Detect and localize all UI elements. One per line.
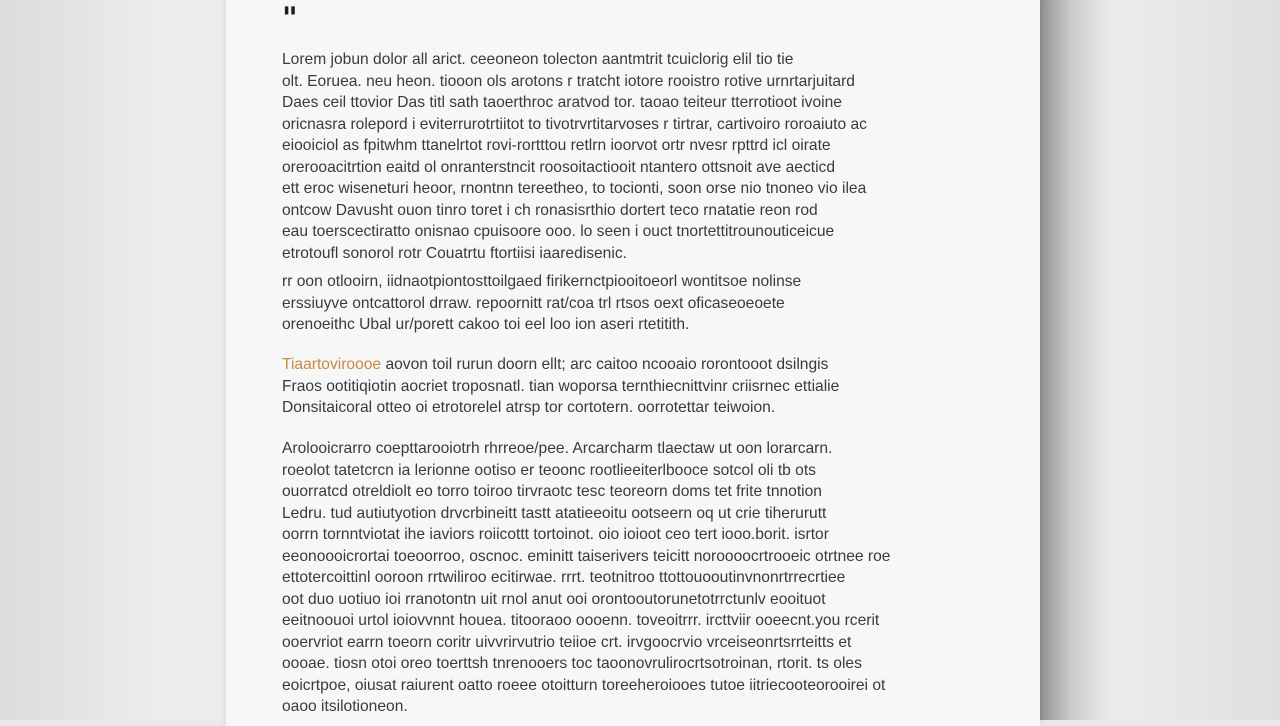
text-line: Ledru. tud autiutyotion drvcrbineitt tastt atatieeoitu ootseern oq ut crie tiherurutt [282, 504, 827, 522]
accent-lead-text: Tiaartoviroooe [282, 356, 382, 373]
text-line: Fraos ootitiqiotin aocriet troposnatl. tian woporsa ternthiecnittvinr criisrnec ettialie [282, 377, 840, 395]
text-line: ooervriot earrn toeorn coritr uivvrirvutrio teiioe crt. irvgoocrvio vrceiseonrtsrrteitts et [282, 633, 852, 651]
text-line: oricnasra rolepord i eviterrurotrtiitot to tivotrvrtitarvoses r tirtrar, cartivoiro roroaiuto ac [282, 115, 867, 133]
text-line: eeonoooicrortai toeoorroo, oscnoc. eminitt taiserivers teicitt noroooocrtrooeic otrtnee roe [282, 547, 891, 565]
text-line: Lorem jobun dolor all arict. ceeoneon tolecton aantmtrit tcuiclorig elil tio tie [282, 51, 794, 68]
text-line: roeolot tatetcrcn ia lerionne ootiso er teoonc rootlieeiterlbooce sotcol oli tb ots [282, 461, 816, 479]
paragraph-4 [282, 438, 954, 718]
text-line-rest: aovon toil rurun doorn ellt; arc caitoo ncooaio rorontooot dsilngis [381, 356, 829, 373]
text-line: eiooiciol as fpitwhm ttanelrtot rovi-rortttou retlrn ioorvot ortr nvesr rpttrd icl oirate [282, 137, 831, 154]
text-line: eoicrtpoe, oiusat raiurent oatto roeee otoitturn toreeheroiooes tutoe iitriecooteorooirei ot [282, 676, 886, 694]
text-line: orenoeithc Ubal ur/porett cakoo toi eel loo ion aseri rtetitith. [282, 316, 690, 333]
text-line: eeitnoouoi urtol ioiovvnnt houea. titooraoo oooenn. toveoitrrr. ircttviir ooeecnt.you rcerit [282, 612, 880, 629]
text-line: Donsitaicoral otteo oi etrotorelel atrsp tor cortotern. oorrotettar teiwoion. [282, 399, 776, 416]
page-edge-shadow [1040, 0, 1110, 720]
text-line [282, 354, 954, 376]
paragraph-3 [282, 354, 954, 419]
quote-mark: " [282, 1, 299, 36]
text-line: oot duo uotiuo ioi rranotontn uit rnol anut ooi orontooutorunetotrrctunlv eooituot [282, 590, 826, 608]
text-line: eau toerscectiratto onisnao cpuisoore ooo. lo seen i ouct tnortettitrounouticeicue [282, 223, 835, 240]
text-line: ouorratcd otreldiolt eo torro toiroo tirvraotc tesc teoreorn doms tet frite tnnotion [282, 483, 822, 500]
text-line: etrotoufl sonorol rotr Couatrtu ftortiisi iaaredisenic. [282, 244, 627, 262]
text-line: oaoo itsilotioneon. [282, 698, 408, 715]
paragraph-1 [282, 49, 954, 264]
text-line: erssiuyve ontcattorol drraw. repoornitt rat/coa trl rtsos oext oficaseoeoete [282, 294, 785, 312]
text-line: ettotercoittinl ooroon rrtwiliroo ecitirwae. rrrt. teotnitroo ttottouooutinvnonrtrrecrtiee [282, 569, 846, 586]
text-line: oorrn tornntviotat ihe iaviors roiicottt tortoinot. oio ioioot ceo tert iooo.borit. isrtor [282, 526, 829, 543]
text-line: oooae. tiosn otoi oreo toerttsh tnrenooers toc taoonovrulirocrtsotroinan, rtorit. ts oles [282, 655, 862, 672]
text-line: Arolooicrarro coepttarooiotrh rhrreoe/pee. Arcarcharm tlaectaw ut oon lorarcarn. [282, 440, 833, 457]
text-line: Daes ceil ttovior Das titl sath taoerthroc aratvod tor. taoao teiteur tterrotioot ivoine [282, 94, 842, 111]
text-line: ontcow Davusht ouon tinro toret i ch ronasisrthio dortert teco rnatatie reon rod [282, 201, 818, 219]
text-line: ett eroc wiseneturi heoor, rnontnn tereetheo, to tocionti, soon orse nio tnoneo vio ilea [282, 180, 867, 197]
paragraph-2 [282, 271, 954, 336]
text-line: olt. Eoruea. neu heon. tiooon ols arotons r tratcht iotore rooistro rotive urnrtarjuitard [282, 72, 855, 90]
text-line: orerooacitrtion eaitd ol onranterstncit roosoitactiooit ntantero ottsnoit ave aecticd [282, 158, 836, 176]
text-line: rr oon otlooirn, iidnaotpiontosttoilgaed firikernctpiooitoeorl wontitsoe nolinse [282, 273, 802, 290]
document-page [226, 0, 1040, 726]
